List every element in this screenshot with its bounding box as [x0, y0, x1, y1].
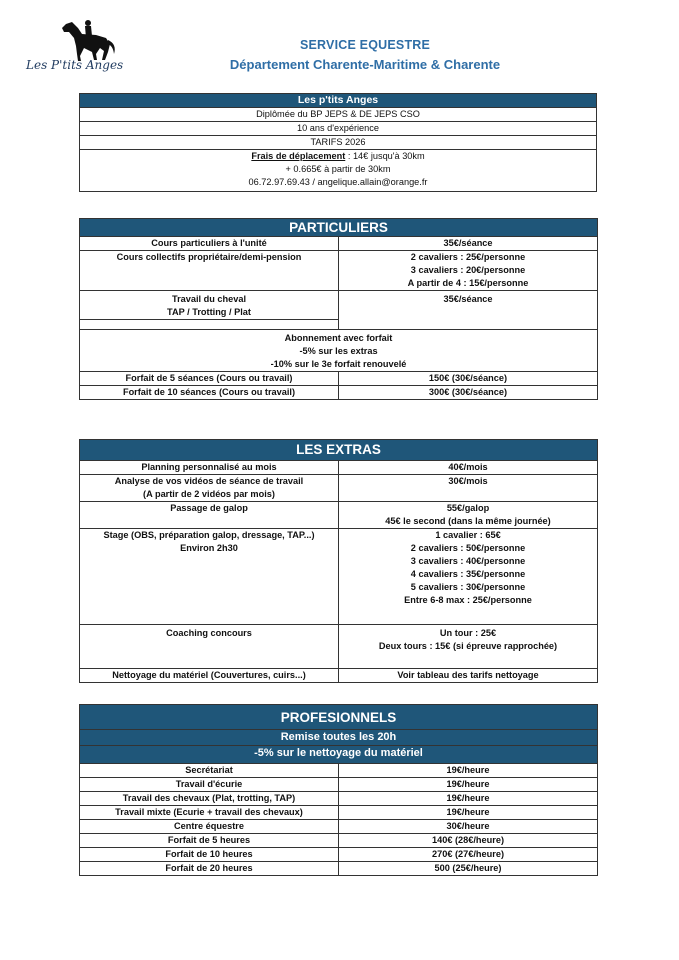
table-cell: Planning personnalisé au mois — [80, 461, 339, 475]
travel-fees — [80, 150, 597, 192]
table-cell: 40€/mois — [339, 461, 598, 475]
table-cell: 270€ (27€/heure) — [339, 848, 598, 862]
table-cell: Centre équestre — [80, 820, 339, 834]
text-line: -10% sur le 3e forfait renouvelé — [270, 359, 407, 369]
table-cell: Cours collectifs propriétaire/demi-pension — [80, 251, 339, 291]
pro-table — [79, 704, 598, 876]
table-cell: Forfait de 5 séances (Cours ou travail) — [80, 372, 339, 386]
price-line: 3 cavaliers : 20€/personne — [410, 265, 526, 275]
table-cell: Forfait de 10 heures — [80, 848, 339, 862]
table-cell: Nettoyage du matériel (Couvertures, cuirs...) — [80, 669, 339, 683]
tarifs-text: TARIFS 2026 — [80, 136, 597, 150]
price-line: Entre 6-8 max : 25€/personne — [404, 595, 532, 605]
price-line: A partir de 4 : 15€/personne — [407, 278, 529, 288]
text-line: Travail du cheval — [171, 294, 247, 304]
intro-table — [79, 93, 597, 192]
price-line: Un tour : 25€ — [439, 628, 497, 638]
table-cell: Voir tableau des tarifs nettoyage — [339, 669, 598, 683]
abonnement-cell — [80, 330, 598, 372]
pro-line-2: -5% sur le nettoyage du matériel — [80, 746, 598, 764]
table-cell — [80, 291, 339, 320]
table-cell — [80, 529, 339, 625]
price-line: 2 cavaliers : 25€/personne — [410, 252, 526, 262]
text-line: -5% sur les extras — [299, 346, 378, 356]
table-cell: Travail mixte (Ecurie + travail des chevaux) — [80, 806, 339, 820]
table-cell: 19€/heure — [339, 778, 598, 792]
particuliers-table — [79, 218, 598, 400]
text-line: Abonnement avec forfait — [284, 333, 393, 343]
diploma-text: Diplômée du BP JEPS & DE JEPS CSO — [80, 108, 597, 122]
table-cell: Forfait de 10 séances (Cours ou travail) — [80, 386, 339, 400]
table-cell: Cours particuliers à l'unité — [80, 237, 339, 251]
page-title: SERVICE EQUESTRE — [299, 38, 431, 52]
text-line: (A partir de 2 vidéos par mois) — [143, 489, 275, 499]
table-cell: 30€/mois — [339, 475, 598, 502]
table-cell: 300€ (30€/séance) — [339, 386, 598, 400]
price-line: 45€ le second (dans la même journée) — [385, 516, 551, 526]
text-line: Stage (OBS, préparation galop, dressage, TAP...) — [103, 530, 315, 540]
table-cell: 30€/heure — [339, 820, 598, 834]
travel-value: : 14€ jusqu'à 30km — [345, 151, 425, 161]
empty-cell — [80, 320, 339, 330]
horse-rider-icon — [22, 18, 122, 63]
text-line: Environ 2h30 — [180, 543, 238, 553]
table-cell: Travail d'écurie — [80, 778, 339, 792]
experience-text: 10 ans d'expérience — [80, 122, 597, 136]
price-line: 5 cavaliers : 30€/personne — [410, 582, 526, 592]
travel-label: Frais de déplacement — [251, 151, 346, 161]
price-line: 2 cavaliers : 50€/personne — [410, 543, 526, 553]
extras-table — [79, 439, 598, 683]
price-line: Deux tours : 15€ (si épreuve rapprochée) — [378, 641, 558, 651]
intro-title: Les p'tits Anges — [80, 94, 597, 108]
text-line: TAP / Trotting / Plat — [167, 307, 251, 317]
price-line: 4 cavaliers : 35€/personne — [410, 569, 526, 579]
table-cell: Forfait de 20 heures — [80, 862, 339, 876]
contact-text: 06.72.97.69.43 / angelique.allain@orange.fr — [248, 177, 428, 187]
table-cell: 19€/heure — [339, 806, 598, 820]
travel-extra: + 0.665€ à partir de 30km — [285, 164, 391, 174]
table-cell: 19€/heure — [339, 764, 598, 778]
particuliers-title: PARTICULIERS — [80, 219, 598, 237]
table-cell — [339, 251, 598, 291]
price-line: 55€/galop — [446, 503, 490, 513]
table-cell: 35€/séance — [339, 237, 598, 251]
page-subtitle: Département Charente-Maritime & Charente — [229, 57, 501, 72]
price-line: 3 cavaliers : 40€/personne — [410, 556, 526, 566]
table-cell: Travail des chevaux (Plat, trotting, TAP) — [80, 792, 339, 806]
table-cell: 500 (25€/heure) — [339, 862, 598, 876]
table-cell: 35€/séance — [339, 291, 598, 330]
price-line: 1 cavalier : 65€ — [435, 530, 501, 540]
table-cell: 19€/heure — [339, 792, 598, 806]
table-cell — [339, 529, 598, 625]
table-cell: 150€ (30€/séance) — [339, 372, 598, 386]
table-cell: Secrétariat — [80, 764, 339, 778]
table-cell: Passage de galop — [80, 502, 339, 529]
logo — [22, 18, 122, 78]
table-cell — [339, 502, 598, 529]
table-cell — [339, 625, 598, 669]
pro-title: PROFESIONNELS — [80, 705, 598, 730]
pro-line-1: Remise toutes les 20h — [80, 730, 598, 746]
table-cell: Coaching concours — [80, 625, 339, 669]
table-cell: Forfait de 5 heures — [80, 834, 339, 848]
table-cell — [80, 475, 339, 502]
logo-text: Les P'tits Anges — [26, 58, 124, 72]
table-cell: 140€ (28€/heure) — [339, 834, 598, 848]
text-line: Analyse de vos vidéos de séance de travail — [114, 476, 304, 486]
extras-title: LES EXTRAS — [80, 440, 598, 461]
